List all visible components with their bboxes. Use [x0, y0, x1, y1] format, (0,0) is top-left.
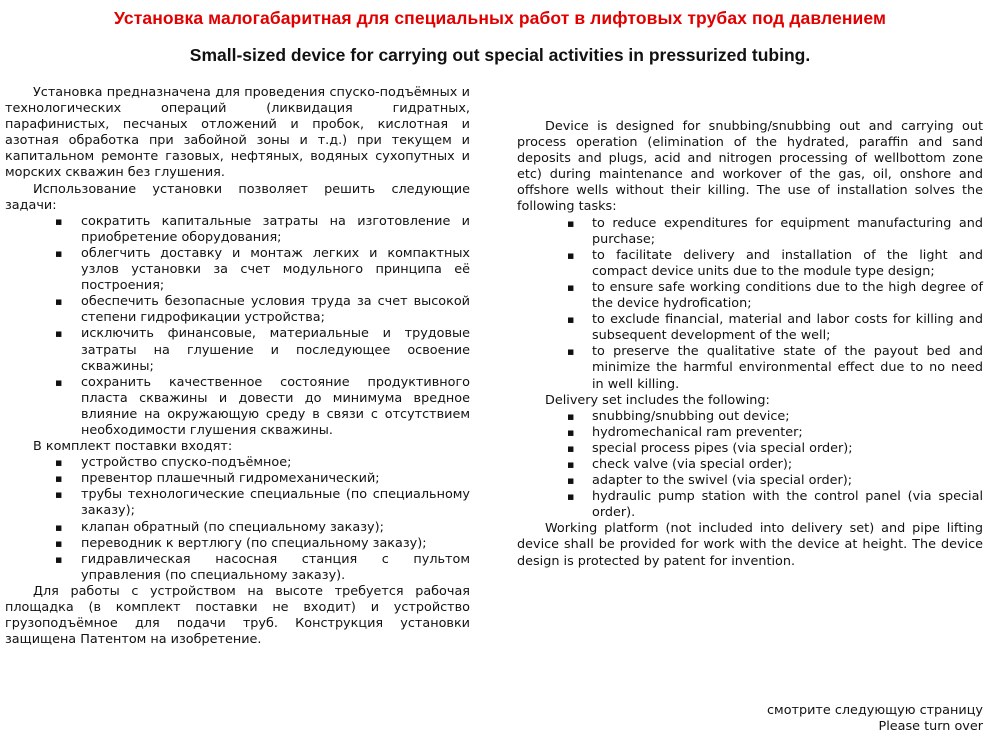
list-item: ▪ трубы технологические специальные (по специальному заказу); — [5, 487, 470, 519]
list-item: ▪ сократить капитальные затраты на изготовление и приобретение оборудования; — [5, 214, 470, 246]
en-delivery-intro: Delivery set includes the following: — [545, 392, 770, 408]
ru-delivery-intro: В комплект поставки входят: — [33, 439, 233, 455]
ru-intro-paragraph: Установка предназначена для проведения спуско-подъёмных и технологических операций (ликвидация гидратных, парафинистых, песчаных отложений и пробок, кислотная и азотная обработка при забойной зоны и т.д.) при текущем и капитальном ремонте газовых, нефтяных, водяных сухопутных и морских скважин без глушения. — [5, 85, 470, 181]
en-closing-paragraph: Working platform (not included into delivery set) and pipe lifting device shall be provided for work with the device at height. The device design is protected by patent for invention. — [517, 521, 983, 569]
list-item: ▪ special process pipes (via special order); — [517, 441, 983, 457]
ru-tasks-intro: Использование установки позволяет решить следующие задачи: — [5, 181, 470, 213]
ru-closing-paragraph: Для работы с устройством на высоте требуется рабочая площадка (в комплект поставки не входит) и устройство грузоподъёмное для подачи труб. Конструкция установки защищена Патентом на изобретение. — [5, 583, 470, 648]
list-item: ▪ сохранить качественное состояние продуктивного пласта скважины и довести до минимума вредное влияние на окружающую среду в связи с отсутствием необходимости глушения скважины. — [5, 375, 470, 439]
footer-ru-text: смотрите следующую страницу — [767, 703, 983, 718]
list-item: ▪ гидравлическая насосная станция с пультом управления (по специальному заказу). — [5, 552, 470, 584]
list-item: ▪ hydromechanical ram preventer; — [517, 425, 983, 441]
list-item: ▪ переводник к вертлюгу (по специальному заказу); — [5, 536, 470, 552]
ru-tasks-list — [5, 214, 470, 439]
title-english: Small-sized device for carrying out special activities in pressurized tubing. — [189, 45, 811, 65]
list-item: ▪ hydraulic pump station with the control panel (via special order). — [517, 489, 983, 521]
list-item: ▪ to ensure safe working conditions due to the high degree of the device hydrofication; — [517, 280, 983, 312]
list-item: ▪ клапан обратный (по специальному заказу); — [5, 520, 470, 536]
list-item: ▪ snubbing/snubbing out device; — [517, 409, 983, 425]
en-intro-paragraph: Device is designed for snubbing/snubbing out and carrying out process operation (elimination of the hydrated, paraffin and sand deposits and plugs, acid and nitrogen processing of wellbottom zone etc) during maintenance and workover of the gas, oil, onshore and offshore wells without their killing. The use of installation solves the following tasks: — [517, 119, 983, 215]
list-item: ▪ to reduce expenditures for equipment manufacturing and purchase; — [517, 216, 983, 248]
list-item: ▪ исключить финансовые, материальные и трудовые затраты на глушение и последующее освоение скважины; — [5, 326, 470, 374]
list-item: ▪ adapter to the swivel (via special order); — [517, 473, 983, 489]
english-column — [517, 119, 983, 570]
en-delivery-list — [517, 409, 983, 522]
list-item: ▪ облегчить доставку и монтаж легких и компактных узлов установки за счет модульного принципа её построения; — [5, 246, 470, 294]
list-item: ▪ to preserve the qualitative state of the payout bed and minimize the harmful environmental effect due to no need in well killing. — [517, 344, 983, 392]
list-item: ▪ обеспечить безопасные условия труда за счет высокой степени гидрофикации устройства; — [5, 294, 470, 326]
russian-column — [5, 85, 470, 648]
list-item: ▪ to exclude financial, material and labor costs for killing and subsequent development of the well; — [517, 312, 983, 344]
list-item: ▪ превентор плашечный гидромеханический; — [5, 471, 470, 487]
page-footer — [767, 703, 983, 735]
list-item: ▪ check valve (via special order); — [517, 457, 983, 473]
title-russian: Установка малогабаритная для специальных работ в лифтовых трубах под давлением — [113, 8, 887, 28]
en-tasks-list — [517, 216, 983, 393]
list-item: ▪ to facilitate delivery and installation of the light and compact device units due to the module type design; — [517, 248, 983, 280]
list-item: ▪ устройство спуско-подъёмное; — [5, 455, 470, 471]
footer-en-text: Please turn over — [878, 719, 983, 735]
ru-delivery-list — [5, 455, 470, 584]
